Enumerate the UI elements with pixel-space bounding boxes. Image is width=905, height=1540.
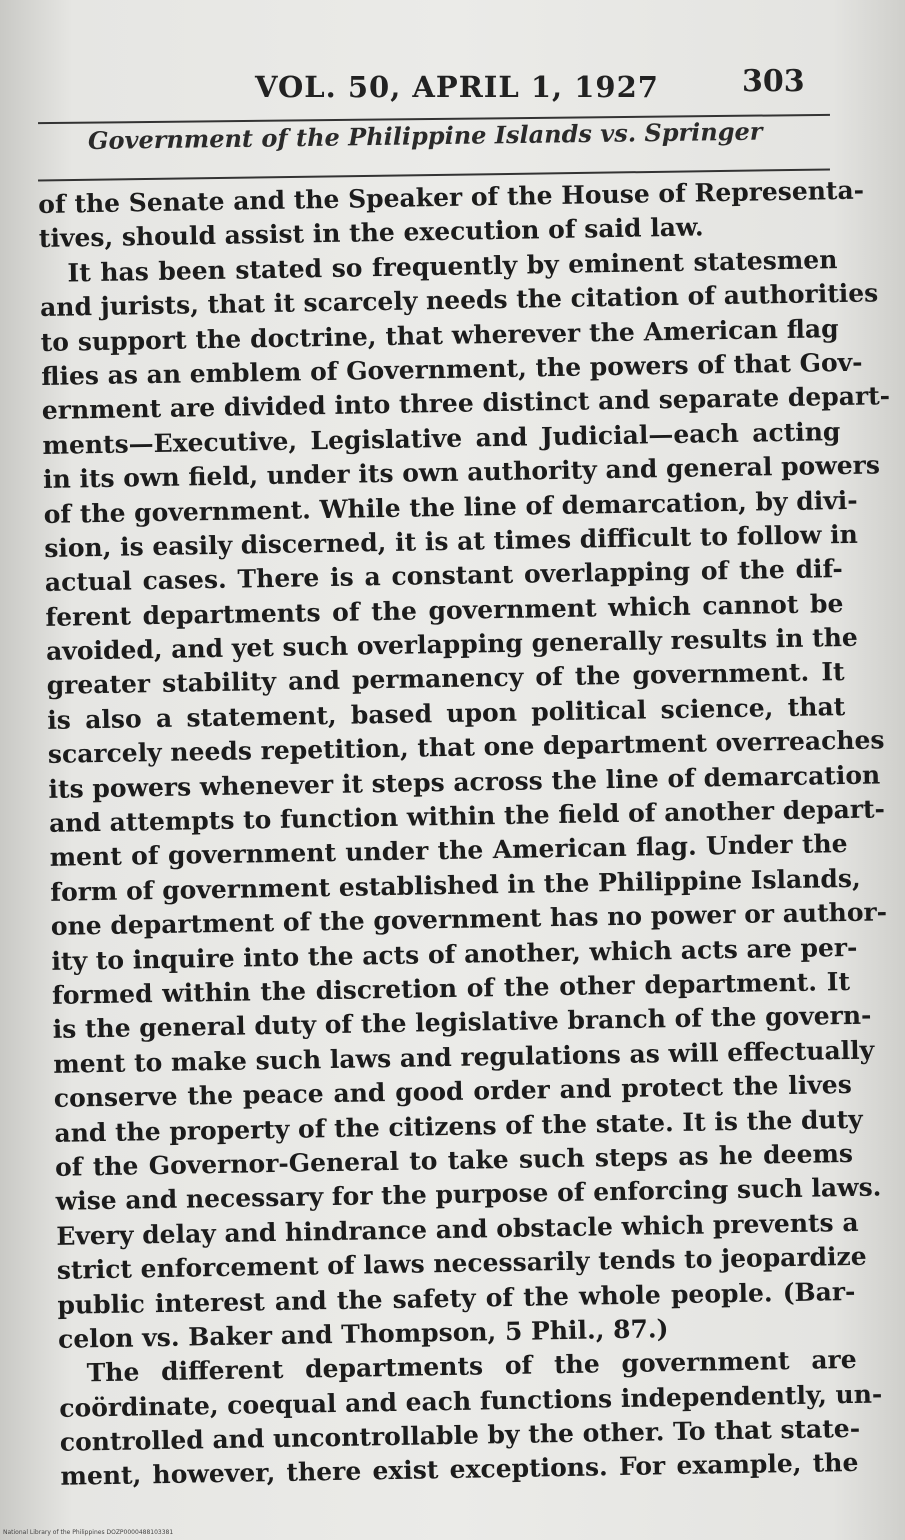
text-line: tives, should assist in the execution of said law.: [38, 212, 704, 254]
text-line: scarcely needs repetition, that one department overreaches: [47, 725, 885, 770]
text-line: Every delay and hindrance and obstacle which prevents a: [56, 1207, 859, 1251]
text-line: actual cases. There is a constant overlapping of the dif-: [44, 554, 844, 598]
text-line: and jurists, that it scarcely needs the citation of authorities: [39, 278, 879, 323]
text-line: in its own field, under its own authority and general powers: [42, 450, 881, 495]
running-head: [0, 62, 905, 112]
text-line: strict enforcement of laws necessarily tends to jeopardize: [56, 1241, 867, 1285]
text-line: The different departments of the government are: [86, 1345, 857, 1388]
text-line: ment of government under the American flag. Under the: [49, 829, 848, 873]
body-text: [38, 174, 891, 1495]
text-line: conserve the peace and good order and protect the lives: [53, 1070, 853, 1114]
text-line: its powers whenever it steps across the line of demarcation: [48, 760, 881, 804]
text-line: is also a statement, based upon political science, that: [47, 691, 846, 735]
text-line: ment, however, there exist exceptions. For example, the: [60, 1448, 859, 1492]
text-line: formed within the discretion of the other department. It: [51, 966, 851, 1010]
text-line: ity to inquire into the acts of another, which acts are per-: [51, 932, 858, 976]
text-line: one department of the government has no power or author-: [50, 897, 888, 942]
text-line: and attempts to function within the field of another depart-: [48, 794, 886, 838]
text-line: ernment are divided into three distinct and separate depart-: [41, 381, 891, 426]
scan-credit: National Library of the Philippines DOZP0000488103381: [3, 1529, 174, 1536]
text-line: ferent departments of the government which cannot be: [45, 588, 844, 632]
text-line: to support the doctrine, that wherever the American flag: [40, 313, 839, 357]
text-line: and the property of the citizens of the state. It is the duty: [54, 1104, 863, 1148]
text-line: coördinate, coequal and each functions independently, un-: [59, 1379, 883, 1423]
text-line: flies as an emblem of Government, the powers of that Gov-: [41, 347, 863, 391]
text-line: is the general duty of the legislative branch of the govern-: [52, 1000, 872, 1045]
text-line: It has been stated so frequently by eminent statesmen: [67, 244, 838, 288]
page-number: 303: [742, 64, 805, 99]
text-line: celon vs. Baker and Thompson, 5 Phil., 87.): [57, 1314, 669, 1354]
text-line: of the Senate and the Speaker of the House of Representa-: [38, 175, 865, 219]
text-line: public interest and the safety of the whole people. (Bar-: [57, 1276, 856, 1320]
text-line: avoided, and yet such overlapping generally results in the: [45, 622, 859, 667]
text-line: ments—Executive, Legislative and Judicial—each acting: [42, 416, 841, 460]
case-title: Government of the Philippine Islands vs. Springer: [87, 116, 763, 155]
text-line: controlled and uncontrollable by the other. To that state-: [59, 1413, 861, 1457]
text-line: ment to make such laws and regulations as will effectually: [53, 1035, 875, 1079]
text-line: greater stability and permanency of the government. It: [46, 657, 845, 701]
text-line: of the government. While the line of demarcation, by divi-: [43, 485, 858, 529]
volume-date: VOL. 50, APRIL 1, 1927: [255, 70, 659, 104]
text-line: form of government established in the Philippine Islands,: [50, 863, 861, 907]
text-line: wise and necessary for the purpose of enforcing such laws.: [55, 1172, 882, 1217]
text-line: sion, is easily discerned, it is at times difficult to follow in: [44, 519, 858, 563]
text-line: of the Governor-General to take such steps as he deems: [54, 1138, 854, 1182]
